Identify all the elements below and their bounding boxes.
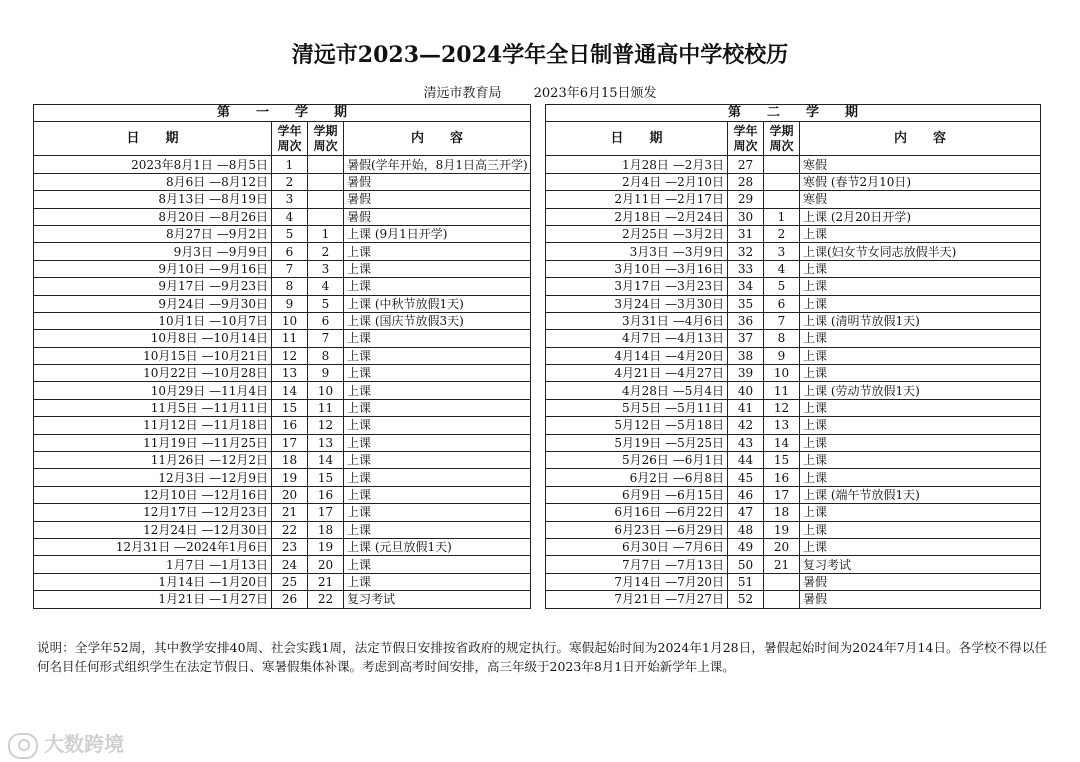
term-week-cell: 19 [764, 521, 800, 538]
term-header-row [546, 105, 1041, 122]
year-week-cell: 43 [728, 434, 764, 451]
year-week-cell: 40 [728, 382, 764, 399]
term-week-header: 学期周次 [308, 122, 344, 156]
table-row [546, 330, 1041, 347]
date-cell: 1月21日 —1月27日 [34, 591, 272, 608]
table-row [34, 347, 531, 364]
year-week-cell: 9 [272, 295, 308, 312]
date-cell: 2月11日 —2月17日 [546, 191, 728, 208]
year-week-cell: 44 [728, 452, 764, 469]
table-row [546, 591, 1041, 608]
year-week-cell: 22 [272, 521, 308, 538]
table-row [34, 260, 531, 277]
term-week-cell: 9 [308, 365, 344, 382]
term-week-cell: 3 [764, 243, 800, 260]
content-cell: 上课 [344, 504, 531, 521]
date-cell: 6月2日 —6月8日 [546, 469, 728, 486]
content-cell: 暑假(学年开始，8月1日高三开学) [344, 156, 531, 173]
content-cell: 上课 [800, 521, 1041, 538]
table-row [34, 417, 531, 434]
date-cell: 10月29日 —11月4日 [34, 382, 272, 399]
content-cell: 上课 [800, 330, 1041, 347]
date-cell: 5月5日 —5月11日 [546, 399, 728, 416]
term-week-cell: 10 [308, 382, 344, 399]
date-header: 日 期 [546, 122, 728, 156]
year-week-cell: 21 [272, 504, 308, 521]
date-cell: 5月19日 —5月25日 [546, 434, 728, 451]
content-cell: 上课 (清明节放假1天) [800, 312, 1041, 329]
term-week-cell: 3 [308, 260, 344, 277]
column-header-row [546, 122, 1041, 156]
term-week-cell: 19 [308, 538, 344, 555]
term-week-cell: 16 [308, 486, 344, 503]
year-week-cell: 11 [272, 330, 308, 347]
date-cell: 10月15日 —10月21日 [34, 347, 272, 364]
year-week-cell: 42 [728, 417, 764, 434]
year-week-cell: 28 [728, 173, 764, 190]
date-cell: 8月6日 —8月12日 [34, 173, 272, 190]
explanation-note: 说明：全学年52周，其中教学安排40周、社会实践1周，法定节假日安排按省政府的规定执行。寒假起始时间为2024年1月28日，暑假起始时间为2024年7月14日。各学校不得以任何名目任何形式组织学生在法定节假日、寒暑假集体补课。考虑到高考时间安排，高三年级于2023年8月1日开始新学年上课。 [37, 640, 1047, 674]
year-week-cell: 14 [272, 382, 308, 399]
term-1-table [33, 104, 531, 609]
term-week-cell: 16 [764, 469, 800, 486]
year-week-cell: 46 [728, 486, 764, 503]
content-cell: 暑假 [344, 191, 531, 208]
term-week-cell: 10 [764, 365, 800, 382]
term-week-cell: 6 [308, 312, 344, 329]
term-week-cell: 13 [308, 434, 344, 451]
issue-line [0, 82, 1080, 101]
date-cell: 1月7日 —1月13日 [34, 556, 272, 573]
content-cell: 上课 [800, 417, 1041, 434]
date-cell: 12月24日 —12月30日 [34, 521, 272, 538]
content-cell: 寒假 [800, 156, 1041, 173]
watermark-logo-icon [8, 733, 38, 759]
table-row [34, 365, 531, 382]
term-week-cell: 17 [308, 504, 344, 521]
content-header: 内 容 [344, 122, 531, 156]
date-cell: 12月10日 —12月16日 [34, 486, 272, 503]
content-cell: 上课 [344, 330, 531, 347]
table-row [546, 243, 1041, 260]
term-week-cell: 13 [764, 417, 800, 434]
date-cell: 6月23日 —6月29日 [546, 521, 728, 538]
term-week-cell: 11 [764, 382, 800, 399]
date-cell: 7月21日 —7月27日 [546, 591, 728, 608]
date-cell: 5月26日 —6月1日 [546, 452, 728, 469]
term-week-cell: 15 [764, 452, 800, 469]
content-cell: 上课 [800, 260, 1041, 277]
term-week-cell: 12 [764, 399, 800, 416]
term-week-cell: 7 [764, 312, 800, 329]
date-cell: 7月7日 —7月13日 [546, 556, 728, 573]
content-cell: 暑假 [344, 173, 531, 190]
term-week-cell: 8 [308, 347, 344, 364]
table-row [546, 312, 1041, 329]
table-row [34, 573, 531, 590]
table-row [546, 469, 1041, 486]
term-week-cell: 2 [764, 225, 800, 242]
table-row [546, 573, 1041, 590]
table-row [546, 260, 1041, 277]
year-week-cell: 29 [728, 191, 764, 208]
date-cell: 9月24日 —9月30日 [34, 295, 272, 312]
content-cell: 上课(妇女节女同志放假半天) [800, 243, 1041, 260]
year-week-cell: 7 [272, 260, 308, 277]
table-row [34, 330, 531, 347]
content-cell: 寒假 [800, 191, 1041, 208]
table-row [546, 278, 1041, 295]
table-row [546, 365, 1041, 382]
year-week-cell: 37 [728, 330, 764, 347]
table-row [34, 208, 531, 225]
content-cell: 上课 [344, 521, 531, 538]
term-week-cell: 1 [764, 208, 800, 225]
table-row [546, 191, 1041, 208]
table-row [34, 469, 531, 486]
table-row [546, 538, 1041, 555]
date-cell: 6月9日 —6月15日 [546, 486, 728, 503]
date-cell: 10月22日 —10月28日 [34, 365, 272, 382]
table-row [34, 538, 531, 555]
term-week-cell [764, 573, 800, 590]
year-week-cell: 25 [272, 573, 308, 590]
table-row [34, 278, 531, 295]
table-row [546, 504, 1041, 521]
term-week-cell: 5 [764, 278, 800, 295]
content-cell: 上课 [344, 434, 531, 451]
content-cell: 暑假 [800, 573, 1041, 590]
year-week-cell: 47 [728, 504, 764, 521]
content-header: 内 容 [800, 122, 1041, 156]
content-cell: 上课 [800, 347, 1041, 364]
date-cell: 3月24日 —3月30日 [546, 295, 728, 312]
term-week-cell: 18 [308, 521, 344, 538]
term-week-cell [308, 191, 344, 208]
table-row [34, 521, 531, 538]
term-week-cell: 8 [764, 330, 800, 347]
table-row [34, 382, 531, 399]
watermark [8, 728, 124, 759]
year-week-cell: 15 [272, 399, 308, 416]
year-week-cell: 18 [272, 452, 308, 469]
content-cell: 上课 [344, 278, 531, 295]
table-row [34, 486, 531, 503]
content-cell: 上课 [344, 382, 531, 399]
year-week-cell: 38 [728, 347, 764, 364]
date-cell: 4月21日 —4月27日 [546, 365, 728, 382]
year-week-cell: 26 [272, 591, 308, 608]
table-row [546, 556, 1041, 573]
table-row [546, 521, 1041, 538]
table-row [34, 452, 531, 469]
table-row [34, 225, 531, 242]
date-cell: 9月3日 —9月9日 [34, 243, 272, 260]
term-week-cell: 21 [764, 556, 800, 573]
date-cell: 6月30日 —7月6日 [546, 538, 728, 555]
table-row [546, 399, 1041, 416]
year-week-cell: 1 [272, 156, 308, 173]
year-week-cell: 10 [272, 312, 308, 329]
content-cell: 上课 [800, 504, 1041, 521]
content-cell: 上课 [800, 452, 1041, 469]
content-cell: 上课 (劳动节放假1天) [800, 382, 1041, 399]
date-cell: 12月17日 —12月23日 [34, 504, 272, 521]
year-week-cell: 52 [728, 591, 764, 608]
table-row [546, 417, 1041, 434]
content-cell: 上课 [344, 469, 531, 486]
date-header: 日 期 [34, 122, 272, 156]
term-week-cell: 20 [308, 556, 344, 573]
issuer: 清远市教育局 [423, 86, 502, 101]
term-week-cell: 11 [308, 399, 344, 416]
date-cell: 9月10日 —9月16日 [34, 260, 272, 277]
date-cell: 10月1日 —10月7日 [34, 312, 272, 329]
year-week-cell: 23 [272, 538, 308, 555]
term-week-cell: 4 [764, 260, 800, 277]
content-cell: 上课 (端午节放假1天) [800, 486, 1041, 503]
date-cell: 6月16日 —6月22日 [546, 504, 728, 521]
term-week-cell: 17 [764, 486, 800, 503]
table-row [34, 243, 531, 260]
year-week-cell: 30 [728, 208, 764, 225]
date-cell: 12月3日 —12月9日 [34, 469, 272, 486]
year-week-cell: 45 [728, 469, 764, 486]
date-cell: 10月8日 —10月14日 [34, 330, 272, 347]
content-cell: 复习考试 [344, 591, 531, 608]
year-week-cell: 39 [728, 365, 764, 382]
content-cell: 上课 [344, 417, 531, 434]
date-cell: 8月13日 —8月19日 [34, 191, 272, 208]
date-cell: 3月31日 —4月6日 [546, 312, 728, 329]
date-cell: 3月10日 —3月16日 [546, 260, 728, 277]
term-week-cell: 2 [308, 243, 344, 260]
date-cell: 8月27日 —9月2日 [34, 225, 272, 242]
term-week-cell [308, 208, 344, 225]
term-week-cell: 9 [764, 347, 800, 364]
term-week-cell: 7 [308, 330, 344, 347]
term-week-cell: 15 [308, 469, 344, 486]
term-week-cell [308, 173, 344, 190]
term-week-header: 学期周次 [764, 122, 800, 156]
term-week-cell: 5 [308, 295, 344, 312]
content-cell: 寒假 (春节2月10日) [800, 173, 1041, 190]
date-cell: 8月20日 —8月26日 [34, 208, 272, 225]
table-row [34, 191, 531, 208]
year-week-cell: 8 [272, 278, 308, 295]
table-row [546, 173, 1041, 190]
content-cell: 上课 (中秋节放假1天) [344, 295, 531, 312]
table-row [34, 504, 531, 521]
term-week-cell: 14 [308, 452, 344, 469]
term-week-cell: 18 [764, 504, 800, 521]
term-week-cell: 14 [764, 434, 800, 451]
year-week-cell: 20 [272, 486, 308, 503]
year-week-header: 学年周次 [728, 122, 764, 156]
content-cell: 上课 [800, 225, 1041, 242]
date-cell: 7月14日 —7月20日 [546, 573, 728, 590]
year-week-cell: 3 [272, 191, 308, 208]
table-row [34, 295, 531, 312]
year-week-cell: 17 [272, 434, 308, 451]
content-cell: 上课 [800, 278, 1041, 295]
table-row [34, 591, 531, 608]
year-week-cell: 24 [272, 556, 308, 573]
date-cell: 4月28日 —5月4日 [546, 382, 728, 399]
year-week-cell: 6 [272, 243, 308, 260]
table-row [34, 556, 531, 573]
year-week-cell: 33 [728, 260, 764, 277]
content-cell: 上课 (9月1日开学) [344, 225, 531, 242]
year-week-cell: 41 [728, 399, 764, 416]
table-row [546, 156, 1041, 173]
content-cell: 上课 [344, 399, 531, 416]
term-week-cell [764, 191, 800, 208]
year-week-cell: 16 [272, 417, 308, 434]
content-cell: 上课 [800, 469, 1041, 486]
term-week-cell [764, 173, 800, 190]
year-week-cell: 12 [272, 347, 308, 364]
date-cell: 1月28日 —2月3日 [546, 156, 728, 173]
content-cell: 上课 [344, 486, 531, 503]
content-cell: 上课 [344, 243, 531, 260]
watermark-text: 大数跨境 [44, 732, 124, 756]
column-header-row [34, 122, 531, 156]
table-row [34, 312, 531, 329]
term-2-table [545, 104, 1041, 609]
year-week-cell: 2 [272, 173, 308, 190]
content-cell: 上课 (2月20日开学) [800, 208, 1041, 225]
content-cell: 上课 (国庆节放假3天) [344, 312, 531, 329]
year-week-cell: 19 [272, 469, 308, 486]
date-cell: 2月4日 —2月10日 [546, 173, 728, 190]
content-cell: 上课 [800, 295, 1041, 312]
content-cell: 上课 [344, 556, 531, 573]
content-cell: 上课 [800, 538, 1041, 555]
year-week-cell: 32 [728, 243, 764, 260]
issue-date: 2023年6月15日颁发 [533, 86, 657, 101]
date-cell: 11月5日 —11月11日 [34, 399, 272, 416]
date-cell: 4月14日 —4月20日 [546, 347, 728, 364]
date-cell: 5月12日 —5月18日 [546, 417, 728, 434]
content-cell: 上课 [800, 365, 1041, 382]
year-week-cell: 35 [728, 295, 764, 312]
date-cell: 12月31日 —2024年1月6日 [34, 538, 272, 555]
content-cell: 暑假 [800, 591, 1041, 608]
table-row [546, 295, 1041, 312]
term-week-cell [764, 591, 800, 608]
term-week-cell [764, 156, 800, 173]
year-week-cell: 27 [728, 156, 764, 173]
date-cell: 3月17日 —3月23日 [546, 278, 728, 295]
term-week-cell: 6 [764, 295, 800, 312]
date-cell: 11月19日 —11月25日 [34, 434, 272, 451]
date-cell: 2月18日 —2月24日 [546, 208, 728, 225]
table-row [546, 434, 1041, 451]
table-row [546, 225, 1041, 242]
term-week-cell: 4 [308, 278, 344, 295]
year-week-cell: 31 [728, 225, 764, 242]
table-row [546, 382, 1041, 399]
term-week-cell [308, 156, 344, 173]
date-cell: 4月7日 —4月13日 [546, 330, 728, 347]
term-week-cell: 12 [308, 417, 344, 434]
content-cell: 上课 (元旦放假1天) [344, 538, 531, 555]
year-week-cell: 5 [272, 225, 308, 242]
term-week-cell: 22 [308, 591, 344, 608]
date-cell: 9月17日 —9月23日 [34, 278, 272, 295]
content-cell: 上课 [800, 399, 1041, 416]
date-cell: 11月26日 —12月2日 [34, 452, 272, 469]
term-header-row [34, 105, 531, 122]
date-cell: 2月25日 —3月2日 [546, 225, 728, 242]
year-week-cell: 36 [728, 312, 764, 329]
content-cell: 复习考试 [800, 556, 1041, 573]
table-row [34, 156, 531, 173]
date-cell: 1月14日 —1月20日 [34, 573, 272, 590]
table-row [546, 452, 1041, 469]
date-cell: 11月12日 —11月18日 [34, 417, 272, 434]
content-cell: 暑假 [344, 208, 531, 225]
year-week-cell: 4 [272, 208, 308, 225]
table-row [34, 173, 531, 190]
content-cell: 上课 [344, 260, 531, 277]
date-cell: 2023年8月1日 —8月5日 [34, 156, 272, 173]
term-2-title: 第 二 学 期 [546, 105, 1041, 122]
content-cell: 上课 [344, 365, 531, 382]
term-week-cell: 20 [764, 538, 800, 555]
table-row [34, 399, 531, 416]
term-week-cell: 21 [308, 573, 344, 590]
table-row [546, 208, 1041, 225]
table-row [546, 347, 1041, 364]
year-week-cell: 13 [272, 365, 308, 382]
page-title: 清远市2023—2024学年全日制普通高中学校校历 [291, 42, 789, 68]
content-cell: 上课 [344, 573, 531, 590]
year-week-cell: 49 [728, 538, 764, 555]
content-cell: 上课 [800, 434, 1041, 451]
year-week-header: 学年周次 [272, 122, 308, 156]
year-week-cell: 51 [728, 573, 764, 590]
term-week-cell: 1 [308, 225, 344, 242]
table-row [546, 486, 1041, 503]
date-cell: 3月3日 —3月9日 [546, 243, 728, 260]
term-1-title: 第 一 学 期 [34, 105, 531, 122]
year-week-cell: 50 [728, 556, 764, 573]
year-week-cell: 48 [728, 521, 764, 538]
content-cell: 上课 [344, 347, 531, 364]
table-row [34, 434, 531, 451]
content-cell: 上课 [344, 452, 531, 469]
year-week-cell: 34 [728, 278, 764, 295]
